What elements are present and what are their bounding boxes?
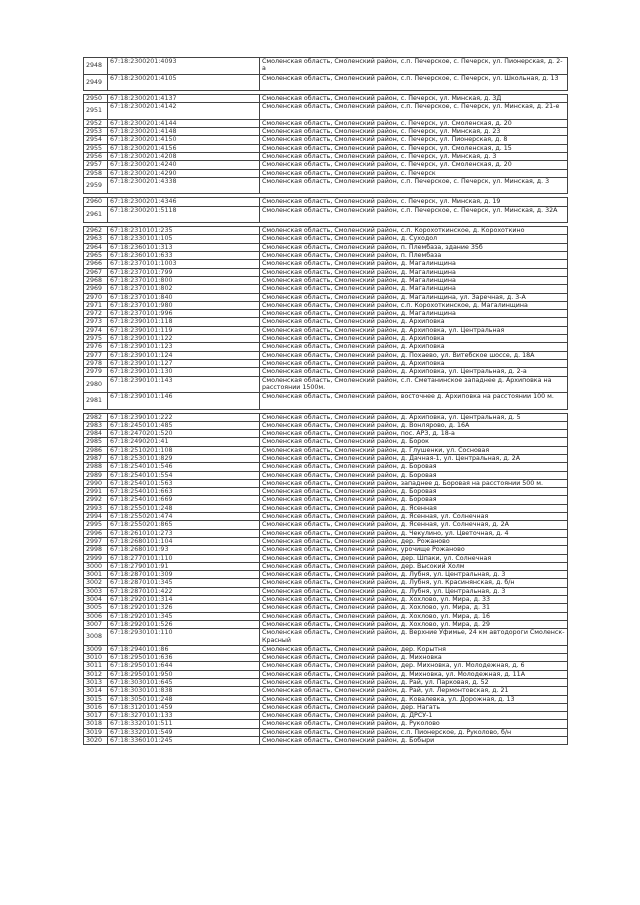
cadastral-number-cell: 67:18:2940101:86 — [108, 645, 260, 653]
table-row — [84, 359, 568, 367]
row-number-cell: 3017 — [84, 712, 108, 720]
address-cell: Смоленская область, Смоленский район, д. Магалинщина — [260, 310, 568, 318]
row-number-cell: 2964 — [84, 243, 108, 251]
row-number-cell: 2993 — [84, 504, 108, 512]
cadastral-number-cell: 67:18:2300201:4208 — [108, 152, 260, 160]
cadastral-number-cell: 67:18:2930101:110 — [108, 629, 260, 646]
cadastral-number-cell: 67:18:2550201:865 — [108, 521, 260, 529]
address-cell: Смоленская область, Смоленский район, дер. Рожаново — [260, 537, 568, 545]
table-row — [84, 587, 568, 595]
row-number-cell: 2979 — [84, 368, 108, 376]
cadastral-number-cell: 67:18:2360101:633 — [108, 252, 260, 260]
table-row — [84, 421, 568, 429]
row-number-cell: 2996 — [84, 529, 108, 537]
address-cell: Смоленская область, Смоленский район, с. Печерск, ул. Минская, д. 3Д — [260, 95, 568, 103]
row-number-cell: 2988 — [84, 463, 108, 471]
cadastral-number-cell: 67:18:2370101:996 — [108, 310, 260, 318]
table-row — [84, 252, 568, 260]
address-cell: Смоленская область, Смоленский район, д. Лубня, ул. Центральная, д. 3 — [260, 587, 568, 595]
address-cell: Смоленская область, Смоленский район, с. Печерск, ул. Смоленская, д. 20 — [260, 161, 568, 169]
row-number-cell: 2985 — [84, 438, 108, 446]
row-number-cell: 2997 — [84, 537, 108, 545]
table-row — [84, 571, 568, 579]
cadastral-number-cell: 67:18:2540101:663 — [108, 488, 260, 496]
cadastral-number-cell: 67:18:2870101:422 — [108, 587, 260, 595]
table-row — [84, 119, 568, 127]
cadastral-number-cell: 67:18:2390101:127 — [108, 359, 260, 367]
table-row — [84, 496, 568, 504]
table-row — [84, 662, 568, 670]
address-cell: Смоленская область, Смоленский район, д. Архиповка — [260, 318, 568, 326]
cadastral-number-cell: 67:18:2390101:222 — [108, 413, 260, 421]
row-number-cell: 2992 — [84, 496, 108, 504]
cadastral-number-cell: 67:18:2370101:1003 — [108, 260, 260, 268]
row-number-cell: 2967 — [84, 268, 108, 276]
address-cell: Смоленская область, Смоленский район, д. Бобыри — [260, 737, 568, 745]
address-cell: Смоленская область, Смоленский район, д. Хохлово, ул. Мира, д. 16 — [260, 612, 568, 620]
cadastral-number-cell: 67:18:2370101:800 — [108, 276, 260, 284]
address-cell: Смоленская область, Смоленский район, с.п. Печерское, с. Печерск, ул. Минская, д. 3 — [260, 177, 568, 194]
address-cell: Смоленская область, Смоленский район, д. Михновка — [260, 654, 568, 662]
row-number-cell: 2953 — [84, 128, 108, 136]
table-row — [84, 206, 568, 223]
cadastral-number-cell: 67:18:2540101:546 — [108, 463, 260, 471]
cadastral-number-cell: 67:18:3320101:549 — [108, 728, 260, 736]
row-number-cell: 3019 — [84, 728, 108, 736]
table-row — [84, 144, 568, 152]
table-row — [84, 488, 568, 496]
row-number-cell: 2990 — [84, 479, 108, 487]
row-number-cell: 2970 — [84, 293, 108, 301]
table-row — [84, 446, 568, 454]
address-cell: Смоленская область, Смоленский район, с. Печерск, ул. Смоленская, д. 15 — [260, 144, 568, 152]
cadastral-register-table — [83, 57, 568, 745]
row-number-cell: 2994 — [84, 513, 108, 521]
cadastral-number-cell: 67:18:2310101:235 — [108, 227, 260, 235]
table-row — [84, 343, 568, 351]
table-row — [84, 310, 568, 318]
address-cell: Смоленская область, Смоленский район, д. Рай, ул. Лермонтовская, д. 21 — [260, 687, 568, 695]
address-cell: Смоленская область, Смоленский район, д. Ковалевка, ул. Дорожная, д. 13 — [260, 695, 568, 703]
table-row — [84, 463, 568, 471]
address-cell: Смоленская область, Смоленский район, д. Похаево, ул. Витебское шоссе, д. 18А — [260, 351, 568, 359]
table-row — [84, 326, 568, 334]
table-row — [84, 393, 568, 410]
row-number-cell: 2948 — [84, 58, 108, 75]
row-number-cell: 2983 — [84, 421, 108, 429]
row-number-cell: 2957 — [84, 161, 108, 169]
table-row — [84, 438, 568, 446]
address-cell: Смоленская область, Смоленский район, д. Ясенная, ул. Солнечная — [260, 513, 568, 521]
address-cell: Смоленская область, Смоленский район, с. Печерск, ул. Минская, д. 23 — [260, 128, 568, 136]
address-cell: Смоленская область, Смоленский район, д. Архиповка — [260, 359, 568, 367]
table-row — [84, 670, 568, 678]
cadastral-number-cell: 67:18:2770101:110 — [108, 554, 260, 562]
table-row — [84, 645, 568, 653]
row-number-cell: 3020 — [84, 737, 108, 745]
cadastral-number-cell: 67:18:2790101:91 — [108, 562, 260, 570]
cadastral-number-cell: 67:18:2300201:4150 — [108, 136, 260, 144]
address-cell: Смоленская область, Смоленский район, с.п. Пионерское, д. Руколово, б/н — [260, 728, 568, 736]
table-row — [84, 728, 568, 736]
table-row — [84, 579, 568, 587]
row-number-cell: 2978 — [84, 359, 108, 367]
cadastral-number-cell: 67:18:2370101:802 — [108, 285, 260, 293]
row-number-cell: 2998 — [84, 546, 108, 554]
cadastral-number-cell: 67:18:2920101:326 — [108, 604, 260, 612]
row-number-cell: 2973 — [84, 318, 108, 326]
row-number-cell: 2960 — [84, 198, 108, 206]
row-number-cell: 3012 — [84, 670, 108, 678]
address-cell: Смоленская область, Смоленский район, д. Борок — [260, 438, 568, 446]
row-number-cell: 2966 — [84, 260, 108, 268]
row-number-cell: 2965 — [84, 252, 108, 260]
address-cell: Смоленская область, Смоленский район, п. Плембаза, здание 35б — [260, 243, 568, 251]
table-row — [84, 654, 568, 662]
cadastral-number-cell: 67:18:3030101:838 — [108, 687, 260, 695]
row-number-cell: 2951 — [84, 103, 108, 120]
cadastral-number-cell: 67:18:2920101:526 — [108, 620, 260, 628]
address-cell: Смоленская область, Смоленский район, д. Ясенная — [260, 504, 568, 512]
address-cell: Смоленская область, Смоленский район, с. Печерск, ул. Минская, д. 3 — [260, 152, 568, 160]
address-cell: Смоленская область, Смоленский район, дер. Шпаки, ул. Солнечная — [260, 554, 568, 562]
table-row — [84, 95, 568, 103]
address-cell: Смоленская область, Смоленский район, дер. Корытня — [260, 645, 568, 653]
address-cell: Смоленская область, Смоленский район, д. Дачная-1, ул. Центральная, д. 2А — [260, 455, 568, 463]
table-row — [84, 537, 568, 545]
row-number-cell: 2980 — [84, 376, 108, 393]
cadastral-number-cell: 67:18:2390101:122 — [108, 335, 260, 343]
cadastral-number-cell: 67:18:2450101:485 — [108, 421, 260, 429]
table-row — [84, 376, 568, 393]
table-row — [84, 620, 568, 628]
cadastral-number-cell: 67:18:2300201:4142 — [108, 103, 260, 120]
register-body — [84, 58, 568, 745]
table-row — [84, 687, 568, 695]
row-number-cell: 3006 — [84, 612, 108, 620]
table-row — [84, 351, 568, 359]
address-cell: Смоленская область, Смоленский район, д. Боровая — [260, 488, 568, 496]
table-row — [84, 504, 568, 512]
table-row — [84, 285, 568, 293]
table-row — [84, 136, 568, 144]
row-number-cell: 2971 — [84, 301, 108, 309]
address-cell: Смоленская область, Смоленский район, д. Архиповка, ул. Центральная, д. 2-а — [260, 368, 568, 376]
cadastral-number-cell: 67:18:2370101:840 — [108, 293, 260, 301]
address-cell: Смоленская область, Смоленский район, с.п. Сметанинское западнее д. Архиповка на расстоянии 1500м. — [260, 376, 568, 393]
address-cell: Смоленская область, Смоленский район, д. Боровая — [260, 463, 568, 471]
address-cell: Смоленская область, Смоленский район, д. Архиповка — [260, 343, 568, 351]
row-number-cell: 2984 — [84, 430, 108, 438]
cadastral-number-cell: 67:18:2950101:636 — [108, 654, 260, 662]
row-number-cell: 3014 — [84, 687, 108, 695]
address-cell: Смоленская область, Смоленский район, д. Глушенки, ул. Сосновая — [260, 446, 568, 454]
row-number-cell: 2989 — [84, 471, 108, 479]
address-cell: Смоленская область, Смоленский район, дер. Михновка, ул. Молодежная, д. 6 — [260, 662, 568, 670]
table-row — [84, 513, 568, 521]
cadastral-number-cell: 67:18:2300201:4144 — [108, 119, 260, 127]
address-cell: Смоленская область, Смоленский район, д. Магалинщина — [260, 260, 568, 268]
cadastral-number-cell: 67:18:2390101:118 — [108, 318, 260, 326]
cadastral-number-cell: 67:18:2390101:124 — [108, 351, 260, 359]
address-cell: Смоленская область, Смоленский район, д. ДРСУ-1 — [260, 712, 568, 720]
row-number-cell: 2987 — [84, 455, 108, 463]
row-number-cell: 2963 — [84, 235, 108, 243]
address-cell: Смоленская область, Смоленский район, с. Печерск — [260, 169, 568, 177]
row-number-cell: 2991 — [84, 488, 108, 496]
row-number-cell: 3018 — [84, 720, 108, 728]
table-row — [84, 335, 568, 343]
address-cell: Смоленская область, Смоленский район, д. Ясенная, ул. Солнечная, д. 2А — [260, 521, 568, 529]
address-cell: Смоленская область, Смоленский район, с. Печерск, ул. Смоленская, д. 20 — [260, 119, 568, 127]
address-cell: Смоленская область, Смоленский район, с.п. Печерское, с. Печерск, ул. Минская, д. 21-е — [260, 103, 568, 120]
address-cell: Смоленская область, Смоленский район, д. Верхние Уфимье, 24 км автодороги Смоленск-Красный — [260, 629, 568, 646]
table-row — [84, 471, 568, 479]
table-row — [84, 596, 568, 604]
cadastral-number-cell: 67:18:2950101:644 — [108, 662, 260, 670]
address-cell: Смоленская область, Смоленский район, дер. Нагать — [260, 703, 568, 711]
address-cell: Смоленская область, Смоленский район, д. Рай, ул. Парковая, д. 52 — [260, 678, 568, 686]
table-row — [84, 368, 568, 376]
row-number-cell: 3009 — [84, 645, 108, 653]
table-row — [84, 604, 568, 612]
address-cell: Смоленская область, Смоленский район, д. Лубня, ул. Красинянская, д. б/н — [260, 579, 568, 587]
cadastral-number-cell: 67:18:3050101:248 — [108, 695, 260, 703]
address-cell: Смоленская область, Смоленский район, западнее д. Боровая на расстоянии 500 м. — [260, 479, 568, 487]
address-cell: Смоленская область, Смоленский район, д. Вонлярово, д. 16А — [260, 421, 568, 429]
address-cell: Смоленская область, Смоленский район, с.п. Корохоткинское, д. Магалинщина — [260, 301, 568, 309]
row-number-cell: 2981 — [84, 393, 108, 410]
address-cell: Смоленская область, Смоленский район, д. Магалинщина, ул. Заречная, д. 3-А — [260, 293, 568, 301]
row-number-cell: 2975 — [84, 335, 108, 343]
table-row — [84, 235, 568, 243]
cadastral-number-cell: 67:18:2920101:314 — [108, 596, 260, 604]
address-cell: Смоленская область, Смоленский район, д. Магалинщина — [260, 276, 568, 284]
cadastral-number-cell: 67:18:2390101:130 — [108, 368, 260, 376]
row-number-cell: 2977 — [84, 351, 108, 359]
cadastral-number-cell: 67:18:2300201:4156 — [108, 144, 260, 152]
cadastral-number-cell: 67:18:2540101:563 — [108, 479, 260, 487]
cadastral-number-cell: 67:18:2510201:108 — [108, 446, 260, 454]
cadastral-number-cell: 67:18:2540101:554 — [108, 471, 260, 479]
row-number-cell: 2958 — [84, 169, 108, 177]
table-row — [84, 318, 568, 326]
table-row — [84, 529, 568, 537]
address-cell: Смоленская область, Смоленский район, пос. АРЗ, д. 18-а — [260, 430, 568, 438]
row-number-cell: 3000 — [84, 562, 108, 570]
table-row — [84, 546, 568, 554]
address-cell: Смоленская область, Смоленский район, д. Архиповка — [260, 335, 568, 343]
cadastral-number-cell: 67:18:2300201:4148 — [108, 128, 260, 136]
row-number-cell: 2954 — [84, 136, 108, 144]
cadastral-number-cell: 67:18:2370101:980 — [108, 301, 260, 309]
table-row — [84, 152, 568, 160]
table-row — [84, 737, 568, 745]
table-row — [84, 227, 568, 235]
cadastral-number-cell: 67:18:2490201:41 — [108, 438, 260, 446]
row-number-cell: 3008 — [84, 629, 108, 646]
cadastral-number-cell: 67:18:2390101:123 — [108, 343, 260, 351]
address-cell: Смоленская область, Смоленский район, п. Плембаза — [260, 252, 568, 260]
cadastral-number-cell: 67:18:2540101:669 — [108, 496, 260, 504]
row-number-cell: 2995 — [84, 521, 108, 529]
row-number-cell: 2999 — [84, 554, 108, 562]
cadastral-number-cell: 67:18:2470201:520 — [108, 430, 260, 438]
table-row — [84, 712, 568, 720]
row-number-cell: 3001 — [84, 571, 108, 579]
table-row — [84, 678, 568, 686]
table-row — [84, 430, 568, 438]
table-row — [84, 455, 568, 463]
row-number-cell: 2986 — [84, 446, 108, 454]
cadastral-number-cell: 67:18:2360101:313 — [108, 243, 260, 251]
row-number-cell: 3007 — [84, 620, 108, 628]
row-number-cell: 3004 — [84, 596, 108, 604]
address-cell: Смоленская область, Смоленский район, с. Печерск, ул. Минская, д. 19 — [260, 198, 568, 206]
address-cell: Смоленская область, Смоленский район, д. Хохлово, ул. Мира, д. 31 — [260, 604, 568, 612]
table-row — [84, 169, 568, 177]
table-row — [84, 695, 568, 703]
row-number-cell: 2952 — [84, 119, 108, 127]
table-row — [84, 293, 568, 301]
row-number-cell: 2969 — [84, 285, 108, 293]
table-row — [84, 177, 568, 194]
address-cell: Смоленская область, Смоленский район, д. Магалинщина — [260, 268, 568, 276]
address-cell: Смоленская область, Смоленский район, восточнее д. Архиповка на расстоянии 100 м. — [260, 393, 568, 410]
cadastral-number-cell: 67:18:3120101:459 — [108, 703, 260, 711]
address-cell: Смоленская область, Смоленский район, с.п. Печерское, с. Печерск, ул. Школьная, д. 13 — [260, 74, 568, 91]
address-cell: Смоленская область, Смоленский район, с.п. Печерское, с. Печерск, ул. Пионерская, д. 2-а — [260, 58, 568, 75]
address-cell: Смоленская область, Смоленский район, д. Суходол — [260, 235, 568, 243]
address-cell: Смоленская область, Смоленский район, д. Руколово — [260, 720, 568, 728]
cadastral-number-cell: 67:18:3360101:245 — [108, 737, 260, 745]
table-row — [84, 629, 568, 646]
address-cell: Смоленская область, Смоленский район, д. Боровая — [260, 496, 568, 504]
cadastral-number-cell: 67:18:2390101:146 — [108, 393, 260, 410]
table-row — [84, 161, 568, 169]
cadastral-number-cell: 67:18:2610101:273 — [108, 529, 260, 537]
cadastral-number-cell: 67:18:3320101:511 — [108, 720, 260, 728]
cadastral-number-cell: 67:18:2300201:4105 — [108, 74, 260, 91]
row-number-cell: 2974 — [84, 326, 108, 334]
address-cell: Смоленская область, Смоленский район, дер. Высокий Холм — [260, 562, 568, 570]
address-cell: Смоленская область, Смоленский район, с.п. Печерское, с. Печерск, ул. Минская, д. 32А — [260, 206, 568, 223]
address-cell: Смоленская область, Смоленский район, д. Хохлово, ул. Мира, д. 29 — [260, 620, 568, 628]
table-row — [84, 128, 568, 136]
table-row — [84, 58, 568, 75]
table-row — [84, 243, 568, 251]
cadastral-number-cell: 67:18:2300201:4093 — [108, 58, 260, 75]
table-row — [84, 703, 568, 711]
row-number-cell: 2956 — [84, 152, 108, 160]
address-cell: Смоленская область, Смоленский район, д. Архиповка, ул. Центральная, д. 5 — [260, 413, 568, 421]
row-number-cell: 3002 — [84, 579, 108, 587]
row-number-cell: 2961 — [84, 206, 108, 223]
cadastral-number-cell: 67:18:3030101:645 — [108, 678, 260, 686]
row-number-cell: 2949 — [84, 74, 108, 91]
row-number-cell: 2976 — [84, 343, 108, 351]
address-cell: Смоленская область, Смоленский район, д. Хохлово, ул. Мира, д. 33 — [260, 596, 568, 604]
row-number-cell: 3010 — [84, 654, 108, 662]
row-number-cell: 2955 — [84, 144, 108, 152]
row-number-cell: 2950 — [84, 95, 108, 103]
row-number-cell: 3005 — [84, 604, 108, 612]
table-row — [84, 562, 568, 570]
table-row — [84, 554, 568, 562]
cadastral-number-cell: 67:18:2870101:345 — [108, 579, 260, 587]
address-cell: Смоленская область, Смоленский район, д. Михновка, ул. Молодежная, д. 11А — [260, 670, 568, 678]
cadastral-number-cell: 67:18:2300201:4346 — [108, 198, 260, 206]
table-row — [84, 268, 568, 276]
cadastral-number-cell: 67:18:2300201:4338 — [108, 177, 260, 194]
row-number-cell: 2968 — [84, 276, 108, 284]
row-number-cell: 2972 — [84, 310, 108, 318]
table-row — [84, 260, 568, 268]
table-row — [84, 103, 568, 120]
table-row — [84, 521, 568, 529]
cadastral-number-cell: 67:18:2950101:950 — [108, 670, 260, 678]
cadastral-number-cell: 67:18:2530101:829 — [108, 455, 260, 463]
cadastral-number-cell: 67:18:2390101:143 — [108, 376, 260, 393]
cadastral-number-cell: 67:18:2330101:105 — [108, 235, 260, 243]
row-number-cell: 3011 — [84, 662, 108, 670]
address-cell: Смоленская область, Смоленский район, д. Лубня, ул. Центральная, д. 3 — [260, 571, 568, 579]
address-cell: Смоленская область, Смоленский район, д. Архиповка, ул. Центральная — [260, 326, 568, 334]
cadastral-number-cell: 67:18:2370101:799 — [108, 268, 260, 276]
row-number-cell: 3013 — [84, 678, 108, 686]
address-cell: Смоленская область, Смоленский район, д. Магалинщина — [260, 285, 568, 293]
table-row — [84, 276, 568, 284]
row-number-cell: 3003 — [84, 587, 108, 595]
cadastral-number-cell: 67:18:2870101:309 — [108, 571, 260, 579]
row-number-cell: 2959 — [84, 177, 108, 194]
cadastral-number-cell: 67:18:2300201:5118 — [108, 206, 260, 223]
cadastral-number-cell: 67:18:2550201:474 — [108, 513, 260, 521]
table-row — [84, 720, 568, 728]
cadastral-number-cell: 67:18:2680101:93 — [108, 546, 260, 554]
cadastral-number-cell: 67:18:2390101:119 — [108, 326, 260, 334]
row-number-cell: 2982 — [84, 413, 108, 421]
row-number-cell: 3015 — [84, 695, 108, 703]
address-cell: Смоленская область, Смоленский район, д. Чекулино, ул. Цветочная, д. 4 — [260, 529, 568, 537]
row-number-cell: 3016 — [84, 703, 108, 711]
table-row — [84, 74, 568, 91]
table-row — [84, 198, 568, 206]
cadastral-number-cell: 67:18:2680101:104 — [108, 537, 260, 545]
cadastral-number-cell: 67:18:2300201:4290 — [108, 169, 260, 177]
table-row — [84, 612, 568, 620]
address-cell: Смоленская область, Смоленский район, с.п. Корохоткинское, д. Корохоткино — [260, 227, 568, 235]
address-cell: Смоленская область, Смоленский район, д. Боровая — [260, 471, 568, 479]
cadastral-number-cell: 67:18:3270101:133 — [108, 712, 260, 720]
cadastral-number-cell: 67:18:2550101:248 — [108, 504, 260, 512]
row-number-cell: 2962 — [84, 227, 108, 235]
table-row — [84, 301, 568, 309]
address-cell: Смоленская область, Смоленский район, с. Печерск, ул. Пионерская, д. 8 — [260, 136, 568, 144]
cadastral-number-cell: 67:18:2300201:4137 — [108, 95, 260, 103]
cadastral-number-cell: 67:18:2300201:4240 — [108, 161, 260, 169]
table-row — [84, 479, 568, 487]
table-row — [84, 413, 568, 421]
address-cell: Смоленская область, Смоленский район, урочище Рожаново — [260, 546, 568, 554]
cadastral-number-cell: 67:18:2920101:345 — [108, 612, 260, 620]
